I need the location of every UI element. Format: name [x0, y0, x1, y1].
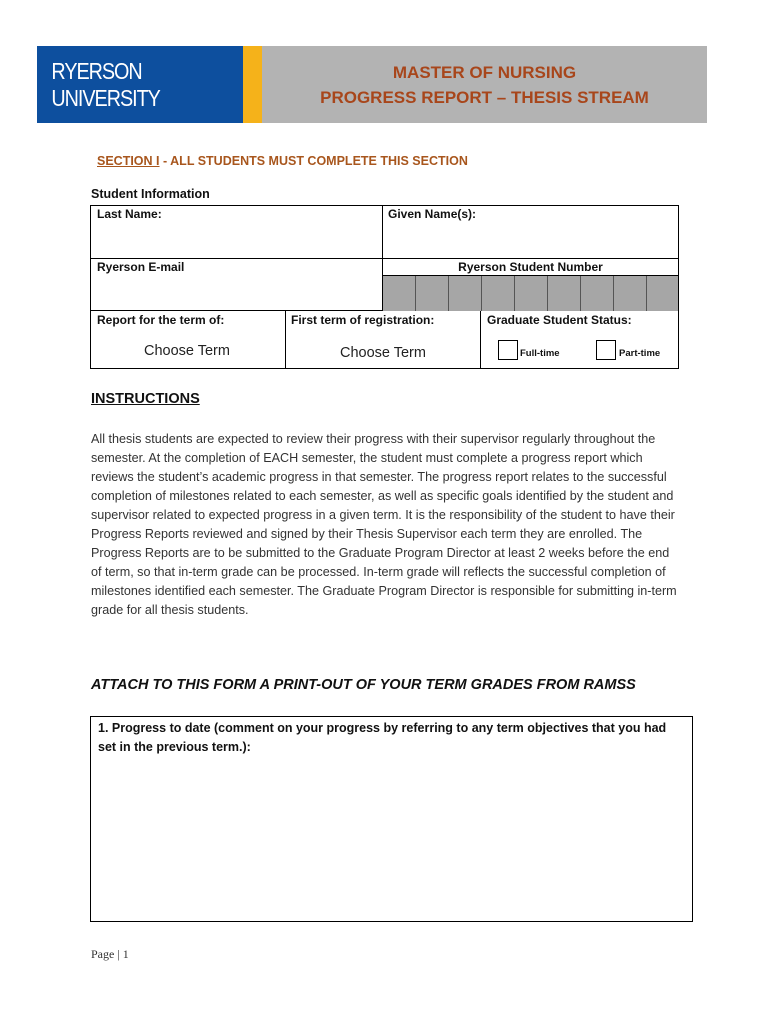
title-line-1: MASTER OF NURSING: [392, 63, 577, 82]
student-number-label: Ryerson Student Number: [458, 260, 603, 274]
column-divider: [285, 310, 286, 368]
document-header: [37, 46, 707, 123]
document-title: [262, 60, 707, 110]
email-label: Ryerson E-mail: [97, 260, 185, 274]
section-description: - ALL STUDENTS MUST COMPLETE THIS SECTION: [159, 154, 468, 168]
given-names-label: Given Name(s):: [388, 207, 477, 221]
fulltime-label: Full-time: [520, 348, 560, 359]
student-number-digit[interactable]: [548, 276, 581, 311]
section-label: SECTION I: [97, 154, 160, 168]
term-dropdown[interactable]: Choose Term: [144, 343, 230, 359]
column-divider: [480, 310, 481, 368]
parttime-label: Part-time: [619, 348, 661, 359]
student-information-table: [90, 205, 679, 369]
student-number-digit[interactable]: [647, 276, 678, 311]
university-logo: RYERSON UNIVERSITY: [51, 57, 160, 111]
instructions-body: All thesis students are expected to review their progress with their supervisor regularly throughout the semester. At the completion of EACH semester, the student must complete a progress report which reviews the student’s academic progress in that semester. The progress report relates to the successful completion of milestones related to each semester, as well as specific goals identified by the student and supervisor related to expected progress in a given term. It is the responsibility of the student to have their Progress Reports reviewed and signed by their Thesis Supervisor each term they are enrolled. The Progress Reports are to be submitted to the Graduate Program Director at least 2 weeks before the end of term, so that in-term grade can be processed. In-term grade will reflects the successful completion of milestones identified each semester. The Graduate Program Director is responsible for submitting in-term grade for all thesis students.: [91, 432, 677, 617]
fulltime-checkbox[interactable]: [498, 340, 518, 360]
student-number-digit[interactable]: [614, 276, 647, 311]
student-number-digit[interactable]: [416, 276, 449, 311]
student-number-digit[interactable]: [482, 276, 515, 311]
student-number-digit[interactable]: [515, 276, 548, 311]
first-term-label: First term of registration:: [291, 313, 435, 327]
page-number: Page | 1: [91, 947, 129, 961]
last-name-label: Last Name:: [97, 207, 162, 221]
section-heading: [97, 154, 468, 168]
gold-accent-bar: [243, 46, 262, 123]
attach-notice: ATTACH TO THIS FORM A PRINT-OUT OF YOUR TERM GRADES FROM RAMSS: [91, 677, 636, 693]
row-divider: [91, 258, 678, 259]
term-label: Report for the term of:: [97, 313, 225, 327]
instructions-heading: INSTRUCTIONS: [91, 391, 200, 407]
parttime-checkbox[interactable]: [596, 340, 616, 360]
student-number-digit[interactable]: [581, 276, 614, 311]
progress-to-date-box[interactable]: [90, 716, 693, 922]
first-term-dropdown[interactable]: Choose Term: [340, 345, 426, 361]
progress-to-date-label: 1. Progress to date (comment on your progress by referring to any term objectives that you had set in the previous term.):: [98, 721, 667, 754]
student-number-digit[interactable]: [449, 276, 482, 311]
title-line-2: PROGRESS REPORT – THESIS STREAM: [320, 88, 649, 107]
student-number-digit[interactable]: [383, 276, 416, 311]
status-label: Graduate Student Status:: [487, 313, 632, 327]
student-information-heading: Student Information: [91, 187, 210, 201]
